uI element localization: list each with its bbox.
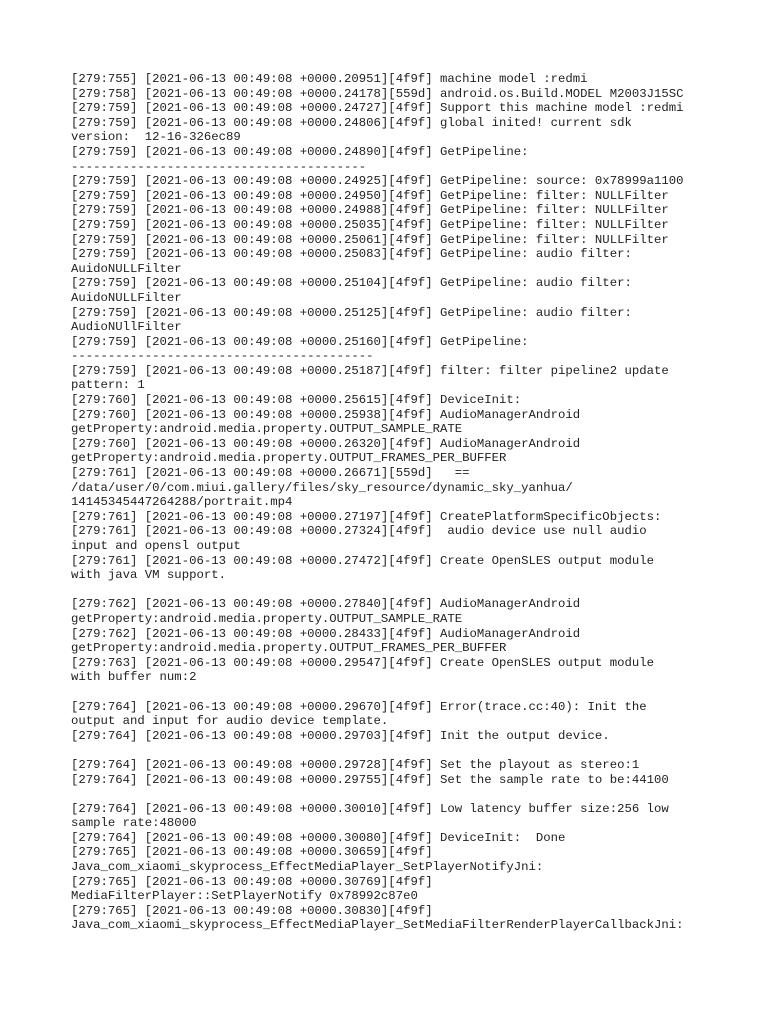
log-blank-line: [71, 583, 761, 598]
log-line: [279:762] [2021-06-13 00:49:08 +0000.27840][4f9f] AudioManagerAndroid: [71, 597, 581, 612]
log-line: [279:760] [2021-06-13 00:49:08 +0000.25938][4f9f] AudioManagerAndroid: [71, 407, 581, 422]
log-line: version: 12-16-326ec89: [71, 130, 241, 145]
log-line: [279:762] [2021-06-13 00:49:08 +0000.28433][4f9f] AudioManagerAndroid: [71, 626, 581, 641]
log-line: [279:764] [2021-06-13 00:49:08 +0000.30080][4f9f] DeviceInit: Done: [71, 830, 566, 845]
log-line: [279:759] [2021-06-13 00:49:08 +0000.25160][4f9f] GetPipeline:: [71, 334, 529, 349]
log-line: sample rate:48000: [71, 816, 197, 831]
log-line: [279:759] [2021-06-13 00:49:08 +0000.24727][4f9f] Support this machine model :redmi: [71, 101, 684, 116]
log-line: AuidoNULLFilter: [71, 261, 182, 276]
log-blank-line: [71, 787, 761, 802]
log-blank-line: [71, 685, 761, 700]
log-line: Java_com_xiaomi_skyprocess_EffectMediaPlayer_SetPlayerNotifyJni:: [71, 860, 544, 875]
log-line: [279:759] [2021-06-13 00:49:08 +0000.25061][4f9f] GetPipeline: filter: NULLFilter: [71, 232, 669, 247]
log-line: [279:761] [2021-06-13 00:49:08 +0000.27324][4f9f] audio device use null audio: [71, 524, 647, 539]
log-line: [279:764] [2021-06-13 00:49:08 +0000.29703][4f9f] Init the output device.: [71, 728, 610, 743]
log-line: AuidoNULLFilter: [71, 290, 182, 305]
log-line: getProperty:android.media.property.OUTPUT_FRAMES_PER_BUFFER: [71, 451, 507, 466]
log-line: [279:765] [2021-06-13 00:49:08 +0000.30659][4f9f]: [71, 845, 433, 860]
log-line: [279:758] [2021-06-13 00:49:08 +0000.24178][559d] android.os.Build.MODEL M2003J15SC: [71, 86, 684, 101]
log-line: [279:760] [2021-06-13 00:49:08 +0000.26320][4f9f] AudioManagerAndroid: [71, 436, 581, 451]
log-line: getProperty:android.media.property.OUTPUT_SAMPLE_RATE: [71, 422, 463, 437]
log-line: [279:765] [2021-06-13 00:49:08 +0000.30769][4f9f]: [71, 874, 433, 889]
log-line: output and input for audio device template.: [71, 714, 389, 729]
log-blank-line: [71, 743, 761, 758]
log-line: ----------------------------------------: [71, 159, 367, 174]
log-line: [279:759] [2021-06-13 00:49:08 +0000.24890][4f9f] GetPipeline:: [71, 144, 529, 159]
log-line: with java VM support.: [71, 568, 226, 583]
log-line: [279:764] [2021-06-13 00:49:08 +0000.30010][4f9f] Low latency buffer size:256 low: [71, 801, 669, 816]
log-line: getProperty:android.media.property.OUTPUT_FRAMES_PER_BUFFER: [71, 641, 507, 656]
log-line: [279:759] [2021-06-13 00:49:08 +0000.25083][4f9f] GetPipeline: audio filter:: [71, 247, 632, 262]
log-document: [71, 72, 761, 933]
log-line: [279:765] [2021-06-13 00:49:08 +0000.30830][4f9f]: [71, 903, 433, 918]
log-line: [279:759] [2021-06-13 00:49:08 +0000.24988][4f9f] GetPipeline: filter: NULLFilter: [71, 203, 669, 218]
log-line: [279:759] [2021-06-13 00:49:08 +0000.24806][4f9f] global inited! current sdk: [71, 115, 632, 130]
log-line: [279:764] [2021-06-13 00:49:08 +0000.29670][4f9f] Error(trace.cc:40): Init the: [71, 699, 647, 714]
log-line: MediaFilterPlayer::SetPlayerNotify 0x78992c87e0: [71, 889, 418, 904]
log-line: [279:759] [2021-06-13 00:49:08 +0000.25187][4f9f] filter: filter pipeline2 update: [71, 363, 669, 378]
log-line: -----------------------------------------: [71, 349, 374, 364]
log-line: [279:759] [2021-06-13 00:49:08 +0000.25035][4f9f] GetPipeline: filter: NULLFilter: [71, 217, 669, 232]
log-line: [279:759] [2021-06-13 00:49:08 +0000.24925][4f9f] GetPipeline: source: 0x78999a1100: [71, 174, 684, 189]
log-line: 14145345447264288/portrait.mp4: [71, 495, 293, 510]
log-line: Java_com_xiaomi_skyprocess_EffectMediaPlayer_SetMediaFilterRenderPlayerCallbackJni:: [71, 918, 684, 933]
log-line: getProperty:android.media.property.OUTPUT_SAMPLE_RATE: [71, 611, 463, 626]
log-line: [279:764] [2021-06-13 00:49:08 +0000.29728][4f9f] Set the playout as stereo:1: [71, 757, 640, 772]
log-line: [279:755] [2021-06-13 00:49:08 +0000.20951][4f9f] machine model :redmi: [71, 72, 588, 86]
log-line: [279:759] [2021-06-13 00:49:08 +0000.25125][4f9f] GetPipeline: audio filter:: [71, 305, 632, 320]
log-line: input and opensl output: [71, 539, 241, 553]
log-line: [279:761] [2021-06-13 00:49:08 +0000.27197][4f9f] CreatePlatformSpecificObjects:: [71, 509, 662, 524]
log-line: [279:760] [2021-06-13 00:49:08 +0000.25615][4f9f] DeviceInit:: [71, 393, 522, 408]
log-line: with buffer num:2: [71, 670, 197, 685]
log-line: AudioNUllFilter: [71, 320, 182, 335]
log-line: [279:763] [2021-06-13 00:49:08 +0000.29547][4f9f] Create OpenSLES output module: [71, 655, 654, 670]
log-line: [279:764] [2021-06-13 00:49:08 +0000.29755][4f9f] Set the sample rate to be:44100: [71, 772, 669, 787]
log-line: [279:761] [2021-06-13 00:49:08 +0000.27472][4f9f] Create OpenSLES output module: [71, 553, 654, 568]
log-line: [279:761] [2021-06-13 00:49:08 +0000.26671][559d] ==: [71, 466, 470, 481]
log-line: /data/user/0/com.miui.gallery/files/sky_resource/dynamic_sky_yanhua/: [71, 480, 573, 495]
log-line: pattern: 1: [71, 378, 145, 393]
log-line: [279:759] [2021-06-13 00:49:08 +0000.24950][4f9f] GetPipeline: filter: NULLFilter: [71, 188, 669, 203]
log-line: [279:759] [2021-06-13 00:49:08 +0000.25104][4f9f] GetPipeline: audio filter:: [71, 276, 632, 291]
